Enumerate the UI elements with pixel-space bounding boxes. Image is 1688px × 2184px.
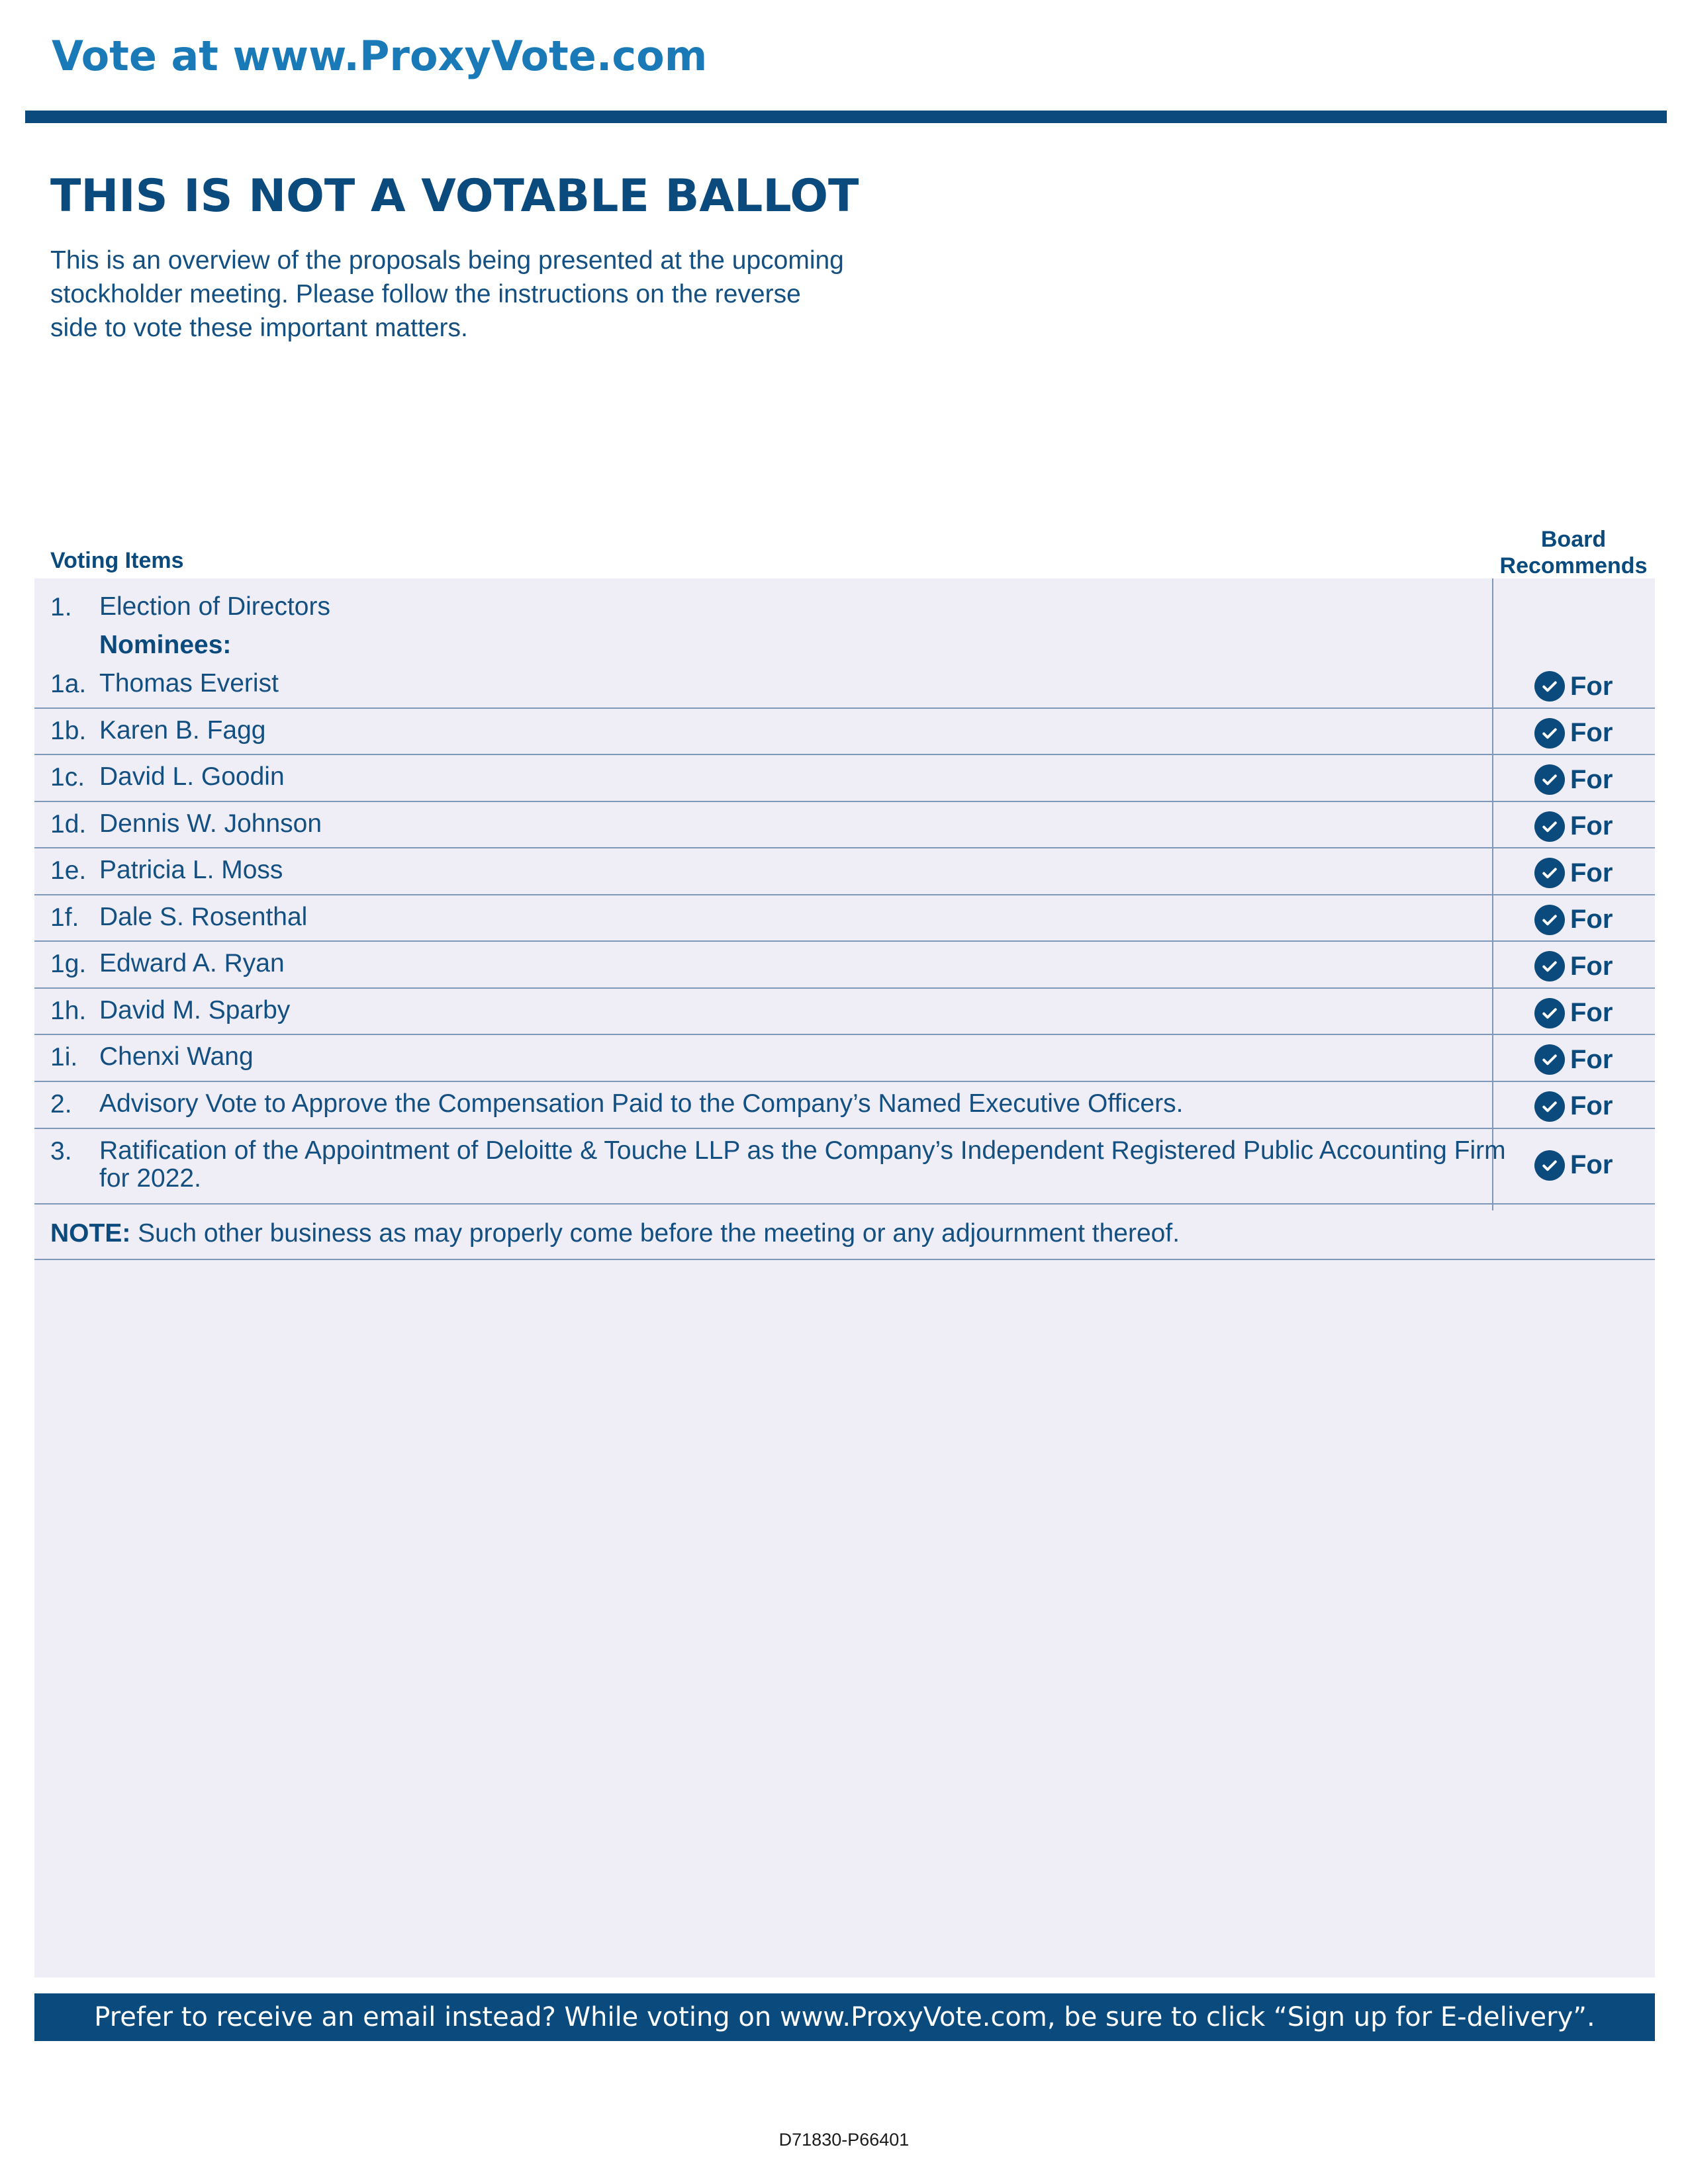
table-row xyxy=(34,709,1655,756)
recommendation-label: For xyxy=(1570,905,1613,934)
proposal-number: 3. xyxy=(50,1136,72,1165)
nominee-name: Edward A. Ryan xyxy=(99,949,285,978)
proposal-number: 2. xyxy=(50,1089,72,1118)
check-circle-icon xyxy=(1534,905,1565,935)
item-text: Election of Directors xyxy=(99,592,330,621)
recommendation-label: For xyxy=(1570,811,1613,841)
nominees-label: Nominees: xyxy=(99,631,232,659)
table-row xyxy=(34,802,1655,849)
vote-url-header: Vote at www.ProxyVote.com xyxy=(52,32,708,80)
check-circle-icon xyxy=(1534,1044,1565,1075)
check-circle-icon xyxy=(1534,671,1565,702)
nominee-number: 1b. xyxy=(50,716,87,745)
nominee-name: Thomas Everist xyxy=(99,669,279,698)
top-divider xyxy=(25,111,1667,123)
check-circle-icon xyxy=(1534,1091,1565,1122)
note-body: Such other business as may properly come before the meeting or any adjournment thereof. xyxy=(130,1219,1180,1248)
nominee-name: David L. Goodin xyxy=(99,762,285,791)
board-recommendation xyxy=(1534,1091,1613,1122)
table-row xyxy=(34,662,1655,709)
board-recommendation xyxy=(1534,905,1613,935)
proposal-text: Ratification of the Appointment of Deloitte & Touche LLP as the Company’s Independent Registered Public Accounting Firm for 2022. xyxy=(99,1136,1506,1193)
table-row xyxy=(34,755,1655,802)
nominee-number: 1a. xyxy=(50,670,87,698)
check-circle-icon xyxy=(1534,951,1565,981)
check-circle-icon xyxy=(1534,1150,1565,1181)
table-row xyxy=(34,1035,1655,1082)
board-recommends-line2: Recommends xyxy=(1499,553,1648,578)
nominee-name: Chenxi Wang xyxy=(99,1042,254,1071)
nominee-number: 1c. xyxy=(50,763,85,792)
table-row xyxy=(34,989,1655,1036)
recommendation-label: For xyxy=(1570,671,1613,701)
table-row xyxy=(34,1082,1655,1129)
recommendation-label: For xyxy=(1570,998,1613,1027)
nominee-number: 1h. xyxy=(50,996,87,1025)
item-number: 1. xyxy=(50,593,72,621)
recommendation-label: For xyxy=(1570,1044,1613,1074)
nominee-name: Dennis W. Johnson xyxy=(99,809,322,838)
nominee-number: 1f. xyxy=(50,903,79,932)
board-recommendation xyxy=(1534,718,1613,749)
nominees-label-row xyxy=(34,625,1655,662)
nominee-number: 1d. xyxy=(50,809,87,839)
board-recommendation xyxy=(1534,811,1613,842)
table-row xyxy=(34,942,1655,989)
nominee-name: Karen B. Fagg xyxy=(99,715,266,745)
table-row xyxy=(34,848,1655,895)
nominee-number: 1i. xyxy=(50,1043,78,1071)
check-circle-icon xyxy=(1534,764,1565,795)
board-recommendation xyxy=(1534,764,1613,795)
note-text xyxy=(50,1219,1180,1248)
nominee-name: Patricia L. Moss xyxy=(99,856,283,884)
nominee-name: David M. Sparby xyxy=(99,995,291,1024)
board-recommendation xyxy=(1534,1150,1613,1181)
nominee-number: 1e. xyxy=(50,856,87,885)
board-recommendation xyxy=(1534,858,1613,888)
board-recommendation xyxy=(1534,998,1613,1028)
recommendation-label: For xyxy=(1570,1150,1613,1179)
board-recommends-header xyxy=(1492,526,1655,579)
recommendation-label: For xyxy=(1570,951,1613,981)
table-row xyxy=(34,895,1655,942)
recommendation-label: For xyxy=(1570,764,1613,794)
check-circle-icon xyxy=(1534,998,1565,1028)
voting-items-header: Voting Items xyxy=(50,548,184,573)
board-recommendation xyxy=(1534,1044,1613,1075)
board-recommends-line1: Board xyxy=(1540,527,1607,552)
nominee-name: Dale S. Rosenthal xyxy=(99,902,308,931)
e-delivery-banner: Prefer to receive an email instead? While voting on www.ProxyVote.com, be sure to click “Sign up for E-delivery”. xyxy=(34,1993,1655,2041)
document-code: D71830-P66401 xyxy=(778,2130,910,2150)
board-recommendation xyxy=(1534,951,1613,981)
note-label: NOTE: xyxy=(50,1219,131,1248)
board-recommendation xyxy=(1534,671,1613,702)
check-circle-icon xyxy=(1534,858,1565,888)
check-circle-icon xyxy=(1534,718,1565,749)
item-1-row xyxy=(34,585,1655,625)
page-title: THIS IS NOT A VOTABLE BALLOT xyxy=(50,170,859,222)
recommendation-label: For xyxy=(1570,858,1613,887)
nominee-number: 1g. xyxy=(50,950,87,978)
check-circle-icon xyxy=(1534,811,1565,842)
note-divider xyxy=(34,1259,1655,1260)
proposal-text: Advisory Vote to Approve the Compensation Paid to the Company’s Named Executive Officers. xyxy=(99,1089,1184,1118)
intro-text: This is an overview of the proposals being presented at the upcoming stockholder meeting. Please follow the instructions on the reverse side to vote these important matters. xyxy=(50,246,844,342)
recommendation-label: For xyxy=(1570,1091,1613,1120)
table-row xyxy=(34,1129,1655,1205)
recommendation-label: For xyxy=(1570,718,1613,747)
